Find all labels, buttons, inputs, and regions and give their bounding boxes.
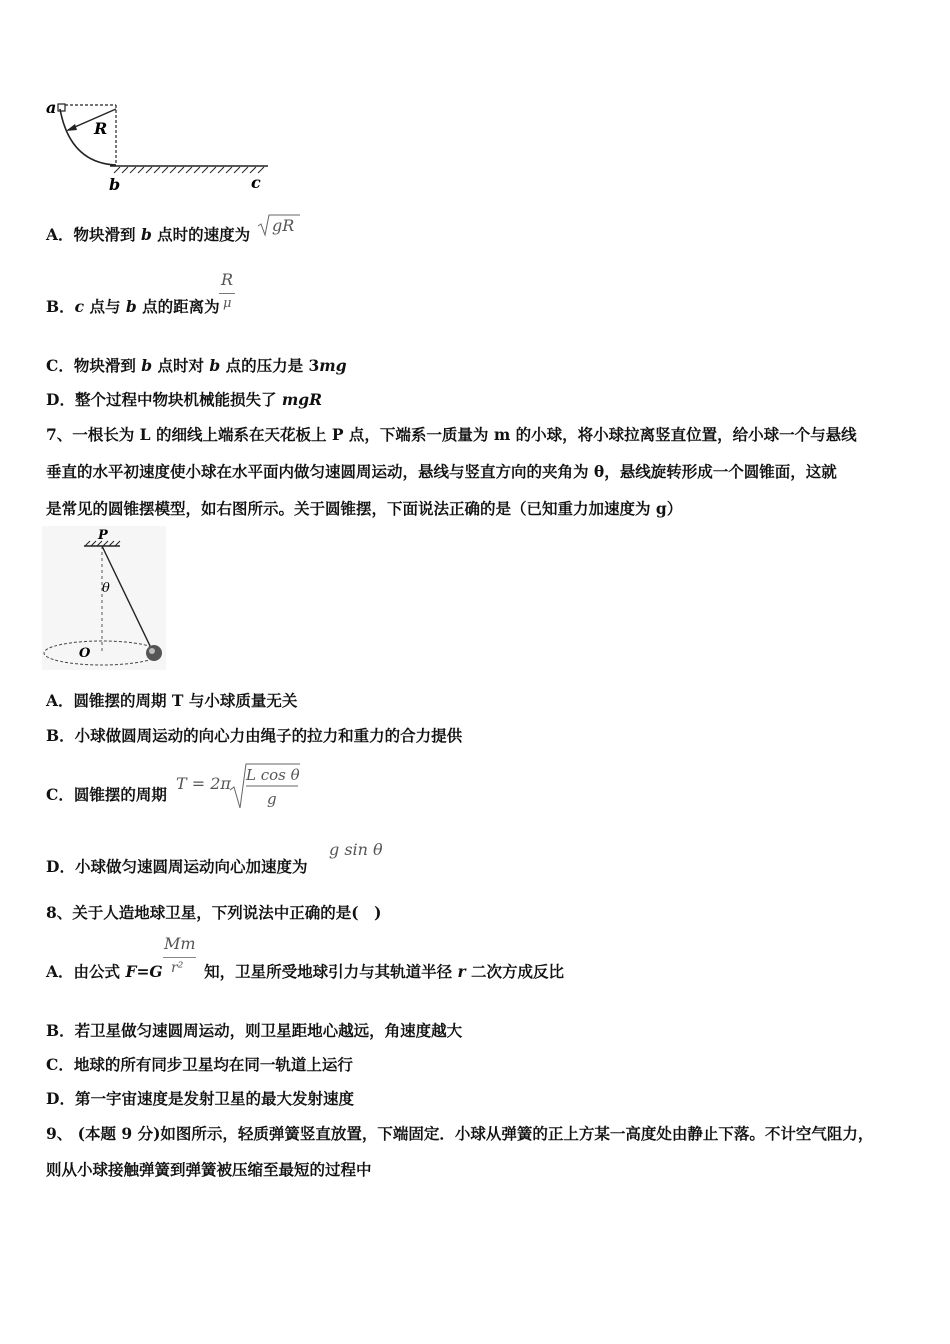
gravity-fraction-bar <box>163 957 196 958</box>
q6-option-c: C．物块滑到 b 点时对 b 点的压力是 3mg <box>46 356 347 375</box>
q7-option-c: C．圆锥摆的周期 <box>46 785 167 804</box>
q8-stem: 8、关于人造地球卫星，下列说法中正确的是( ) <box>46 903 382 922</box>
q8-option-d: D．第一宇宙速度是发射卫星的最大发射速度 <box>46 1089 354 1108</box>
gravity-fraction-numerator: Mm <box>164 934 196 953</box>
centripetal-formula: g sin θ <box>329 840 383 859</box>
q8-option-b: B．若卫星做匀速圆周运动，则卫星距地心越远，角速度越大 <box>46 1021 463 1040</box>
q7-option-a: A．圆锥摆的周期 T 与小球质量无关 <box>46 691 298 710</box>
track-figure <box>40 95 280 195</box>
fraction-bar <box>219 293 235 294</box>
svg-text:T = 2π: T = 2π <box>176 774 231 793</box>
q9-stem-line-2: 则从小球接触弹簧到弹簧被压缩至最短的过程中 <box>46 1160 372 1179</box>
gravity-fraction-denominator: r² <box>171 960 184 976</box>
q7-option-b: B．小球做圆周运动的向心力由绳子的拉力和重力的合力提供 <box>46 726 463 745</box>
q6-option-a: A．物块滑到 b 点时的速度为 <box>46 225 251 244</box>
period-formula <box>176 760 304 812</box>
label-c: c <box>251 173 261 192</box>
label-theta: θ <box>102 581 110 596</box>
q7-stem-line-3: 是常见的圆锥摆模型，如右图所示。关于圆锥摆，下面说法正确的是（已知重力加速度为 g） <box>46 499 683 518</box>
q8-option-c: C．地球的所有同步卫星均在同一轨道上运行 <box>46 1055 353 1074</box>
sqrt-gR-formula <box>256 212 302 238</box>
q7-stem-line-2: 垂直的水平初速度使小球在水平面内做匀速圆周运动，悬线与竖直方向的夹角为 θ，悬线旋转形成一个圆锥面，这就 <box>46 462 837 481</box>
svg-text:gR: gR <box>272 216 295 235</box>
q6-option-d: D．整个过程中物块机械能损失了 mgR <box>46 390 322 409</box>
label-a: a <box>46 98 57 117</box>
svg-text:L cos θ: L cos θ <box>246 766 300 784</box>
label-P: P <box>98 528 108 543</box>
fraction-R-over-mu-numerator: R <box>221 270 234 289</box>
q8-option-a: A．由公式 F=G 知，卫星所受地球引力与其轨道半径 r 二次方成反比 <box>46 962 565 981</box>
q6-option-b: B．c 点与 b 点的距离为 <box>46 297 220 316</box>
conical-pendulum-figure <box>42 526 166 670</box>
label-O: O <box>79 646 91 661</box>
q9-stem-line-1: 9、 (本题 9 分)如图所示，轻质弹簧竖直放置，下端固定．小球从弹簧的正上方某一高度处由静止下落。不计空气阻力， <box>46 1124 874 1143</box>
q7-option-d: D．小球做匀速圆周运动向心加速度为 <box>46 857 308 876</box>
svg-text:g: g <box>267 790 277 808</box>
fraction-R-over-mu-denominator: μ <box>223 296 232 311</box>
q7-stem-line-1: 7、一根长为 L 的细线上端系在天花板上 P 点，下端系一质量为 m 的小球，将小球拉离竖直位置，给小球一个与悬线 <box>46 425 857 444</box>
label-b: b <box>109 175 121 194</box>
label-R: R <box>94 119 108 138</box>
